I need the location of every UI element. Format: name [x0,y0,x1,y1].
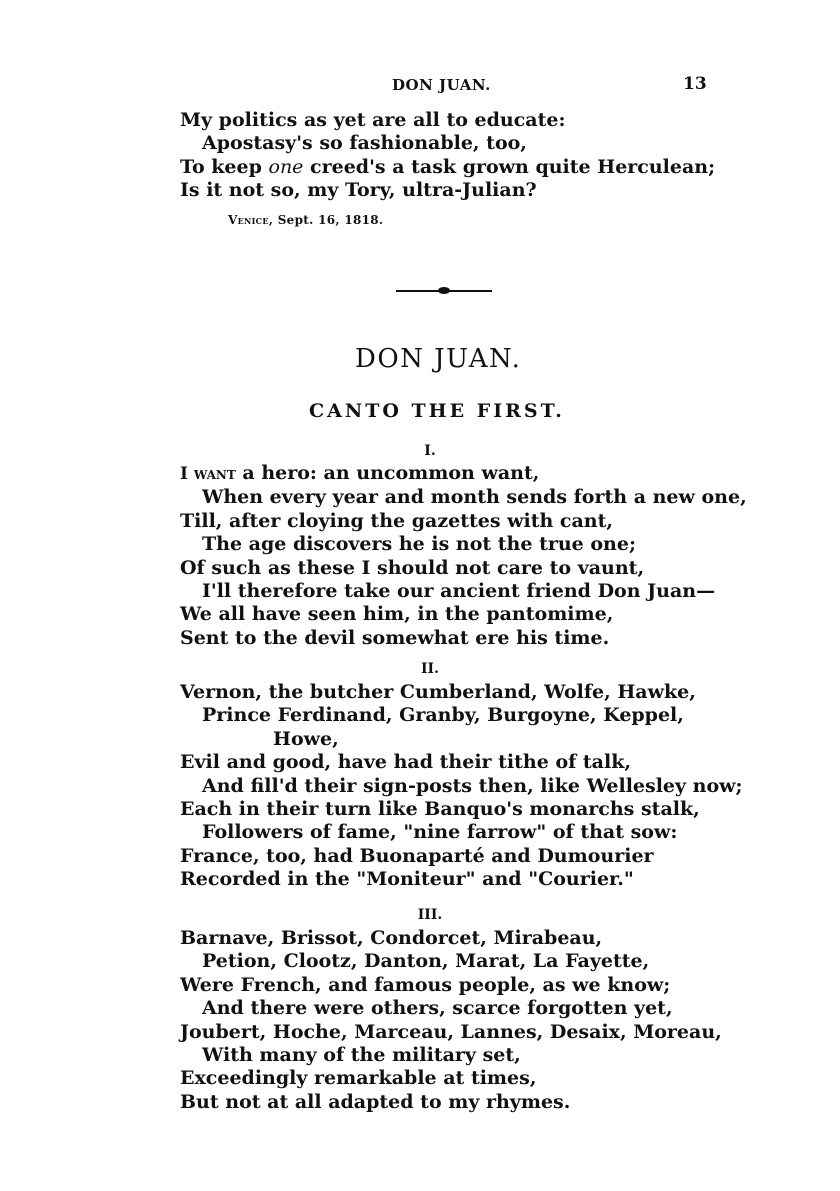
verse-line [180,156,740,179]
verse-line: Petion, Clootz, Danton, Marat, La Fayette, [202,950,650,973]
verse-line: Followers of fame, "nine farrow" of that sow: [202,821,678,844]
verse-line: Recorded in the "Moniteur" and "Courier." [180,868,634,891]
page-number: 13 [683,74,707,94]
verse-line-text: a hero: an uncommon want, [235,462,540,484]
verse-line: Each in their turn like Banquo's monarchs stalk, [180,798,700,821]
verse-line [180,462,740,486]
verse-line: I'll therefore take our ancient friend Don Juan— [202,580,716,603]
verse-line: Sent to the devil somewhat ere his time. [180,626,610,649]
stanza-1 [180,462,747,650]
verse-line: Is it not so, my Tory, ultra-Julian? [180,179,537,202]
verse-line-text: To keep [180,155,269,178]
stanza-numeral: II. [421,661,439,677]
verse-line: Evil and good, have had their tithe of talk, [180,751,631,774]
dateline-place: Venice [228,213,269,227]
verse-line: Prince Ferdinand, Granby, Burgoyne, Keppel, [202,704,684,727]
poem-title: DON JUAN. [355,344,522,374]
canto-title: CANTO THE FIRST. [309,400,565,422]
verse-line: And fill'd their sign-posts then, like Wellesley now; [202,774,743,797]
verse-line: Exceedingly remarkable at times, [180,1067,537,1090]
dedication-stanza [180,109,740,203]
verse-line: Howe, [273,727,339,750]
verse-line: With many of the military set, [202,1044,521,1067]
stanza-3 [180,927,740,1114]
verse-line: But not at all adapted to my rhymes. [180,1090,571,1113]
verse-line: Vernon, the butcher Cumberland, Wolfe, Hawke, [180,681,696,703]
verse-line-text: creed's a task grown quite Herculean; [303,155,716,178]
stanza-lead-words: I want [180,464,236,484]
verse-line: Till, after cloying the gazettes with cant, [180,509,614,532]
verse-line: Barnave, Brissot, Condorcet, Mirabeau, [180,927,603,949]
verse-line: We all have seen him, in the pantomime, [180,603,614,626]
emphasis-word: one [268,155,304,178]
verse-line: When every year and month sends forth a new one, [202,486,747,509]
stanza-numeral: I. [424,443,436,459]
divider-ornament [438,287,450,294]
stanza-2 [180,681,743,892]
dateline [228,213,383,227]
verse-line: France, too, had Buonaparté and Dumourier [180,844,654,867]
running-head [0,76,840,100]
dateline-date: , Sept. 16, 1818. [268,213,384,227]
verse-line: Were French, and famous people, as we know; [180,973,671,996]
verse-line: Joubert, Hoche, Marceau, Lannes, Desaix, Moreau, [180,1020,722,1043]
running-title: DON JUAN. [392,76,491,94]
stanza-numeral: III. [417,907,443,923]
verse-line: Of such as these I should not care to vaunt, [180,556,645,579]
verse-line: My politics as yet are all to educate: [180,109,566,131]
verse-line: And there were others, scarce forgotten yet, [202,997,673,1020]
verse-line: The age discovers he is not the true one; [202,533,636,556]
verse-line: Apostasy's so fashionable, too, [202,132,527,155]
